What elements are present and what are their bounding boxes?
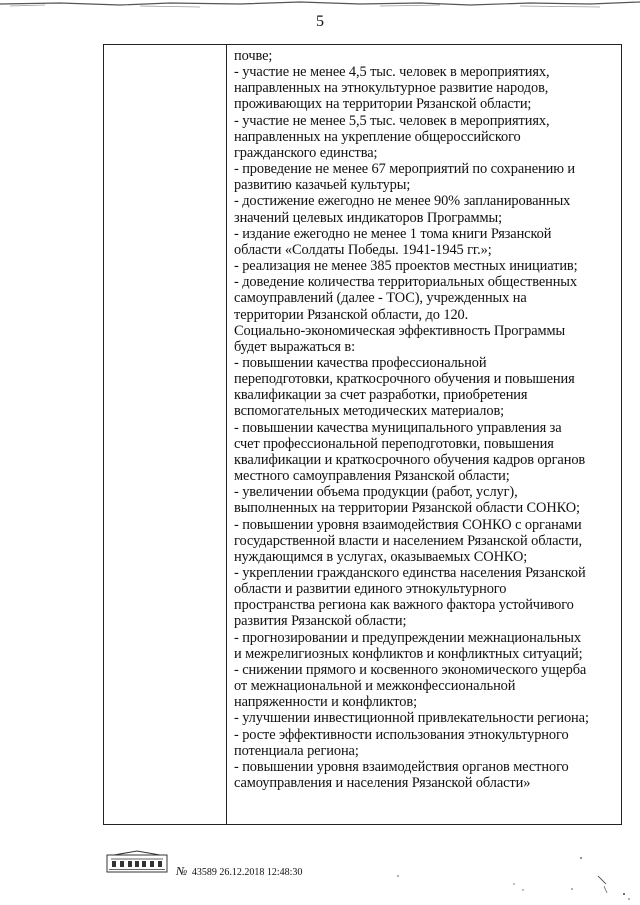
content-line: переподготовки, краткосрочного обучения и повышения: [234, 371, 575, 388]
content-line: развития Рязанской области;: [234, 613, 407, 630]
content-line: - улучшении инвестиционной привлекательности региона;: [234, 710, 589, 727]
content-line: направленных на этнокультурное развитие народов,: [234, 80, 549, 97]
content-line: гражданского единства;: [234, 144, 378, 161]
content-line: области «Солдаты Победы. 1941-1945 гг.»;: [234, 241, 492, 258]
content-line: проживающих на территории Рязанской области;: [234, 96, 532, 113]
content-line: - достижение ежегодно не менее 90% запланированных: [234, 193, 571, 210]
content-line: - прогнозировании и предупреждении межнациональных: [234, 629, 581, 646]
content-line: выполненных на территории Рязанской области СОНКО;: [234, 500, 580, 517]
content-line: территории Рязанской области, до 120.: [234, 306, 469, 323]
content-line: нуждающимся в услугах, оказываемых СОНКО;: [234, 548, 528, 565]
content-line: области и развитии единого этнокультурного: [234, 581, 507, 598]
content-line: самоуправления и населения Рязанской области»: [234, 775, 531, 792]
content-line: направленных на укрепление общероссийского: [234, 128, 521, 145]
content-line: и межрелигиозных конфликтов и конфликтных ситуаций;: [234, 645, 583, 662]
content-line: государственной власти и населением Рязанской области,: [234, 532, 582, 549]
content-line: самоуправлений (далее - ТОС), учрежденных на: [234, 290, 527, 307]
content-line: - укреплении гражданского единства населения Рязанской: [234, 565, 586, 581]
content-line: - повышении уровня взаимодействия органов местного: [234, 758, 569, 775]
content-line: - росте эффективности использования этнокультурного: [234, 726, 569, 743]
content-line: - реализация не менее 385 проектов местных инициатив;: [234, 258, 578, 275]
content-line: развитию казачьей культуры;: [234, 177, 411, 194]
content-line: квалификации за счет разработки, приобретения: [234, 387, 528, 404]
page-number: 5: [316, 13, 324, 30]
content-line: - повышении качества профессиональной: [234, 354, 487, 371]
content-line: - доведение количества территориальных общественных: [234, 274, 577, 291]
content-line: потенциала региона;: [234, 742, 359, 759]
number-sign: №: [176, 864, 188, 878]
content-line: от межнациональной и межконфессиональной: [234, 678, 516, 695]
content-line: счет профессиональной переподготовки, повышения: [234, 435, 554, 452]
content-line: вспомогательных методических материалов;: [234, 403, 505, 420]
content-line: - увеличении объема продукции (работ, услуг),: [234, 484, 518, 501]
content-line: - участие не менее 5,5 тыс. человек в мероприятиях,: [234, 112, 550, 129]
content-line: - участие не менее 4,5 тыс. человек в мероприятиях,: [234, 64, 550, 81]
content-line: почве;: [234, 48, 273, 64]
content-line: будет выражаться в:: [234, 338, 356, 355]
content-line: Социально-экономическая эффективность Программы: [234, 322, 566, 339]
content-line: пространства региона как важного фактора устойчивого: [234, 597, 574, 614]
content-line: - снижении прямого и косвенного экономического ущерба: [234, 661, 587, 678]
content-line: - проведение не менее 67 мероприятий по сохранению и: [234, 161, 575, 178]
content-line: квалификации и краткосрочного обучения кадров органов: [234, 451, 586, 468]
content-line: значений целевых индикаторов Программы;: [234, 209, 502, 226]
content-line: местного самоуправления Рязанской области;: [234, 468, 510, 485]
content-line: - повышении уровня взаимодействия СОНКО с органами: [234, 516, 582, 533]
content-line: - издание ежегодно не менее 1 тома книги Рязанской: [234, 225, 552, 242]
registration-number-date: 43589 26.12.2018 12:48:30: [191, 867, 303, 878]
content-line: напряженности и конфликтов;: [234, 694, 417, 711]
content-line: - повышении качества муниципального управления за: [234, 419, 562, 436]
